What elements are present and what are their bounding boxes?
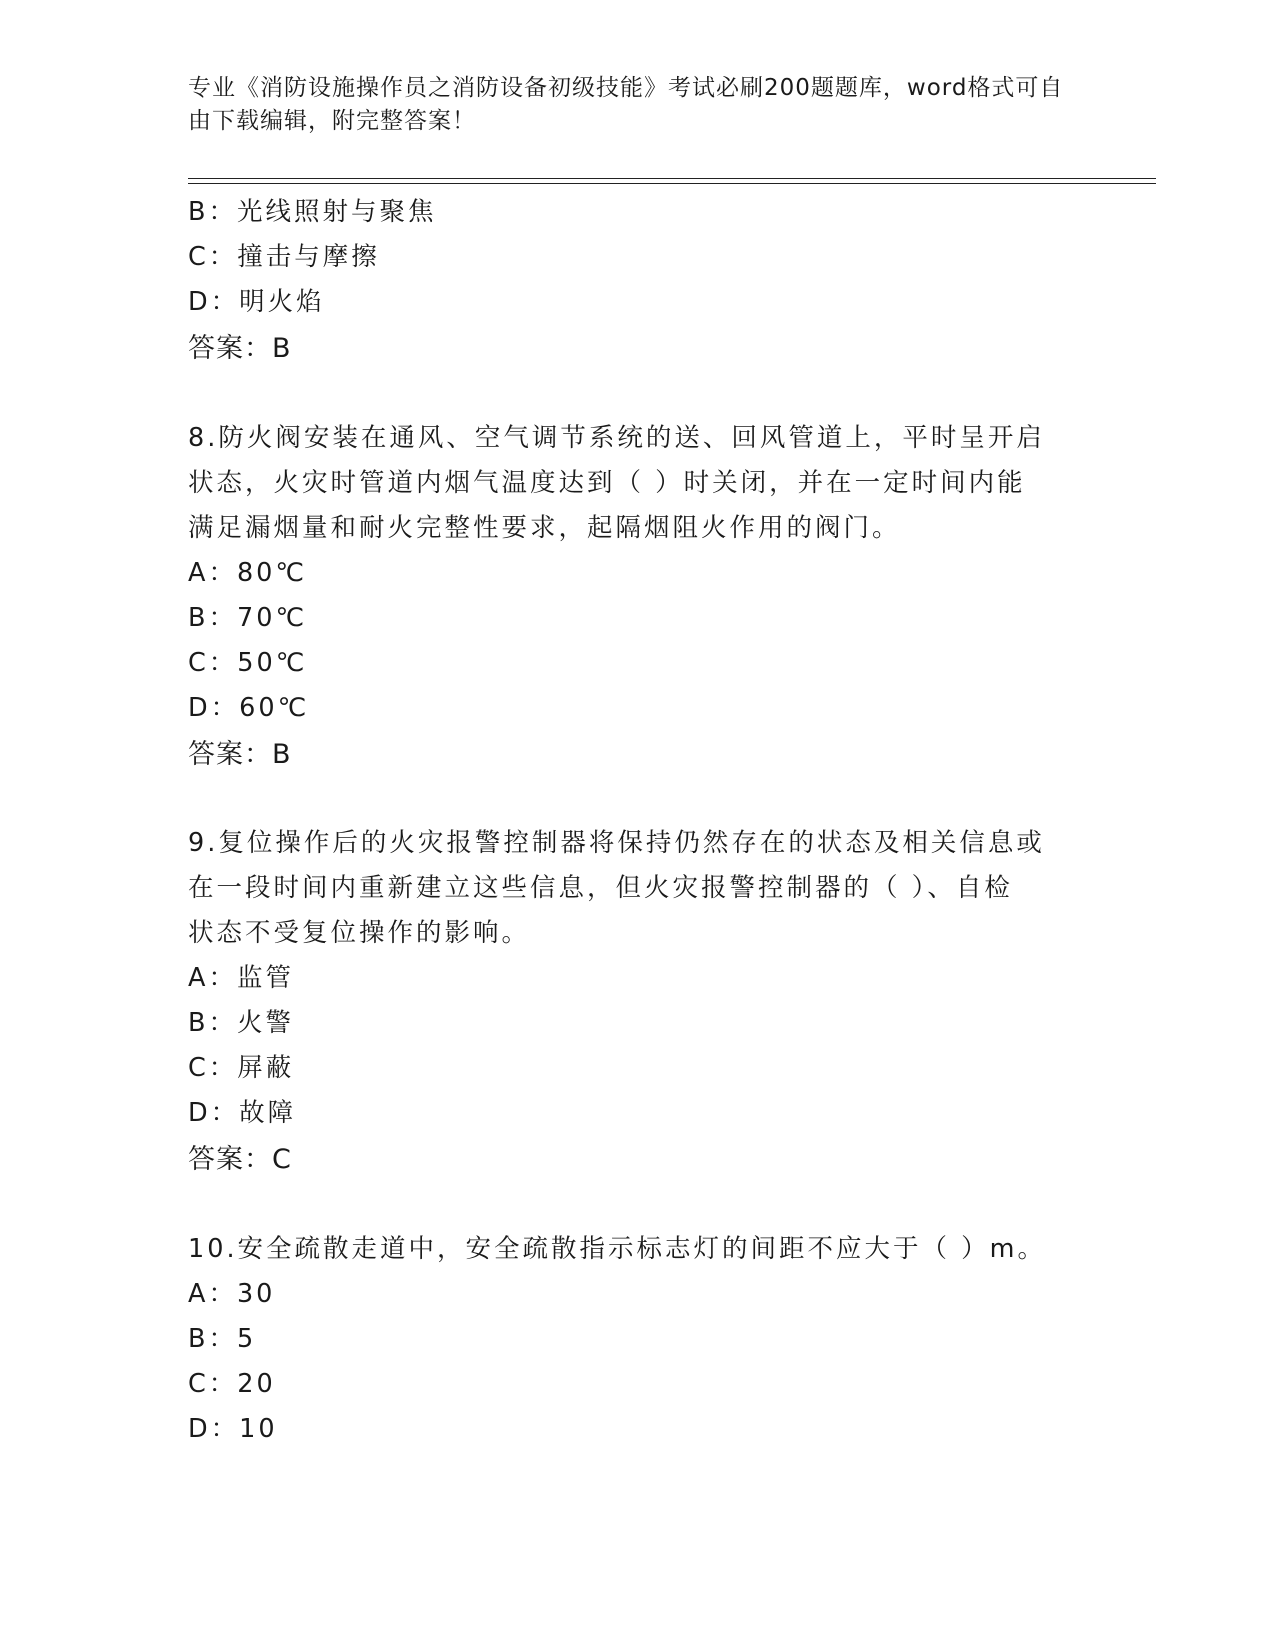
q8-option-c: C：50℃ xyxy=(188,648,308,678)
q8-stem-line-3: 满足漏烟量和耐火完整性要求，起隔烟阻火作用的阀门。 xyxy=(188,513,901,543)
q8-option-d: D：60℃ xyxy=(188,693,310,723)
document-header: 专业《消防设施操作员之消防设备初级技能》考试必刷200题题库，word格式可自由下载编辑，附完整答案！ xyxy=(188,75,1064,134)
q8-stem-line-2: 状态，火灾时管道内烟气温度达到（ ）时关闭，并在一定时间内能 xyxy=(188,468,1026,498)
q10-option-c: C：20 xyxy=(188,1369,276,1399)
q7-option-b: B：光线照射与聚焦 xyxy=(188,197,437,227)
q9-option-a: A：监管 xyxy=(188,963,294,993)
q8-stem-line-1: 8.防火阀安装在通风、空气调节系统的送、回风管道上，平时呈开启 xyxy=(188,423,1045,453)
q9-option-d: D：故障 xyxy=(188,1098,297,1128)
q8-answer: 答案：B xyxy=(188,739,292,770)
q9-stem-line-1: 9.复位操作后的火灾报警控制器将保持仍然存在的状态及相关信息或 xyxy=(188,828,1045,858)
q9-stem-line-3: 状态不受复位操作的影响。 xyxy=(188,918,531,948)
q9-stem-line-2: 在一段时间内重新建立这些信息，但火灾报警控制器的（ ）、自检 xyxy=(188,873,1013,903)
q10-option-b: B：5 xyxy=(188,1324,257,1354)
q7-option-c: C：撞击与摩擦 xyxy=(188,242,380,272)
q10-option-d: D：10 xyxy=(188,1414,278,1444)
q9-option-c: C：屏蔽 xyxy=(188,1053,295,1083)
q10-stem-line-1: 10.安全疏散走道中，安全疏散指示标志灯的间距不应大于（ ）m。 xyxy=(188,1234,1047,1264)
q7-answer: 答案：B xyxy=(188,333,292,364)
q8-option-a: A：80℃ xyxy=(188,558,308,588)
q9-option-b: B：火警 xyxy=(188,1008,294,1038)
q8-option-b: B：70℃ xyxy=(188,603,308,633)
q9-answer: 答案：C xyxy=(188,1144,292,1175)
header-divider-bottom xyxy=(188,183,1156,184)
header-divider-top xyxy=(188,178,1156,179)
q7-option-d: D：明火焰 xyxy=(188,287,325,317)
q10-option-a: A：30 xyxy=(188,1279,276,1309)
